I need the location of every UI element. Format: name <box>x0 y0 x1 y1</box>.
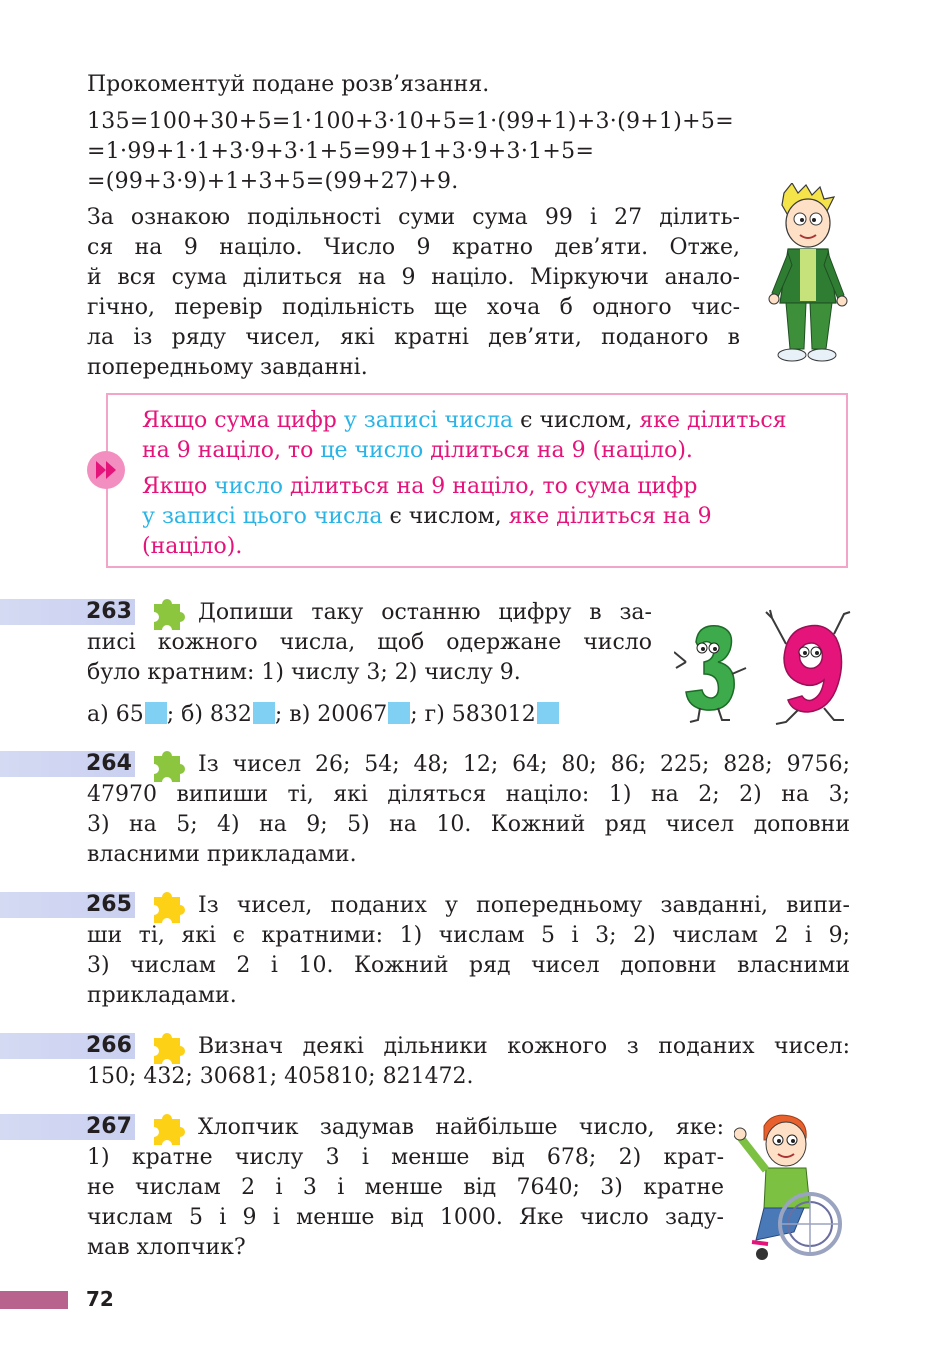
equation-line-2: =1·99+1·1+3·9+3·1+5=99+1+3·9+3·1+5= <box>87 139 595 164</box>
task-263-line: Допиши таку останню цифру в за- <box>198 600 652 625</box>
task-265-line: 3) числам 2 і 10. Кожний ряд чисел доповни власними <box>87 953 850 978</box>
task-263-line: було кратним: 1) числу 3; 2) числу 9. <box>87 660 521 685</box>
rule-line-1: Якщо сума цифр у записі числа є числом, яке ділиться <box>142 408 787 433</box>
task-264-line: 47970 випиши ті, які діляться націло: 1) на 2; 2) на 3; <box>87 782 850 807</box>
rule-line-3: Якщо число ділиться на 9 націло, то сума цифр <box>142 474 698 499</box>
task-263-answers: а) 65 ; б) 832 ; в) 20067 ; г) 583012 <box>87 700 559 730</box>
equation-line-1: 135=100+30+5=1·100+3·10+5=1·(99+1)+3·(9+1)+5= <box>87 109 734 134</box>
task-number: 265 <box>86 892 132 917</box>
task-267-line: 1) кратне числу 3 і менше від 678; 2) крат- <box>87 1145 724 1170</box>
task-267-line: числам 5 і 9 і менше від 1000. Яке число заду- <box>87 1205 724 1230</box>
task-264-line: 3) на 5; 4) на 9; 5) на 10. Кожний ряд чисел доповни <box>87 812 850 837</box>
boy-illustration <box>762 183 854 365</box>
task-267-line: мав хлопчик? <box>87 1235 246 1260</box>
task-264-line: власними прикладами. <box>87 842 357 867</box>
page-number-bar <box>0 1291 68 1309</box>
intro-paragraph-line: ся на 9 націло. Число 9 кратно дев’яти. Отже, <box>87 235 740 260</box>
task-263-line: писі кожного числа, щоб одержане число <box>87 630 652 655</box>
intro-instruction: Прокоментуй подане розв’язання. <box>87 72 490 97</box>
answer-blank[interactable] <box>537 702 559 724</box>
task-number: 267 <box>86 1114 132 1139</box>
rule-line-4: у записі цього числа є числом, яке ділиться на 9 <box>142 504 712 529</box>
equation-line-3: =(99+3·9)+1+3+5=(99+27)+9. <box>87 169 459 194</box>
intro-paragraph-line: й вся сума ділиться на 9 націло. Міркуючи анало- <box>87 265 740 290</box>
rule-line-5: (націло). <box>142 534 243 559</box>
task-number: 266 <box>86 1033 132 1058</box>
intro-paragraph-line: ла із ряду чисел, які кратні дев’яти, поданого в <box>87 325 740 350</box>
boy-in-wheelchair-illustration <box>734 1112 846 1264</box>
answer-blank[interactable] <box>388 702 410 724</box>
intro-paragraph-line: За ознакою подільності суми сума 99 і 27 ділить- <box>87 205 740 230</box>
intro-paragraph-line: гічно, перевір подільність ще хоча б одного чис- <box>87 295 740 320</box>
fast-forward-icon <box>86 450 126 490</box>
task-267-line: не числам 2 і 3 і менше від 7640; 3) кратне <box>87 1175 724 1200</box>
task-267-line: Хлопчик задумав найбільше число, яке: <box>198 1115 724 1140</box>
rule-line-2: на 9 націло, то це число ділиться на 9 (націло). <box>142 438 693 463</box>
task-265-line: прикладами. <box>87 983 237 1008</box>
task-266-line: Визнач деякі дільники кожного з поданих чисел: <box>198 1034 850 1059</box>
page-number: 72 <box>86 1287 114 1311</box>
task-265-line: ши ті, які є кратними: 1) числам 5 і 3; 2) числам 2 і 9; <box>87 923 850 948</box>
task-265-line: Із чисел, поданих у попередньому завданні, випи- <box>198 893 850 918</box>
task-number: 263 <box>86 599 132 624</box>
task-number: 264 <box>86 751 132 776</box>
digits-3-and-9-illustration <box>674 608 856 726</box>
answer-blank[interactable] <box>253 702 275 724</box>
task-264-line: Із чисел 26; 54; 48; 12; 64; 80; 86; 225; 828; 9756; <box>198 752 850 777</box>
answer-blank[interactable] <box>145 702 167 724</box>
task-266-line: 150; 432; 30681; 405810; 821472. <box>87 1064 474 1089</box>
intro-paragraph-line: попередньому завданні. <box>87 355 368 380</box>
